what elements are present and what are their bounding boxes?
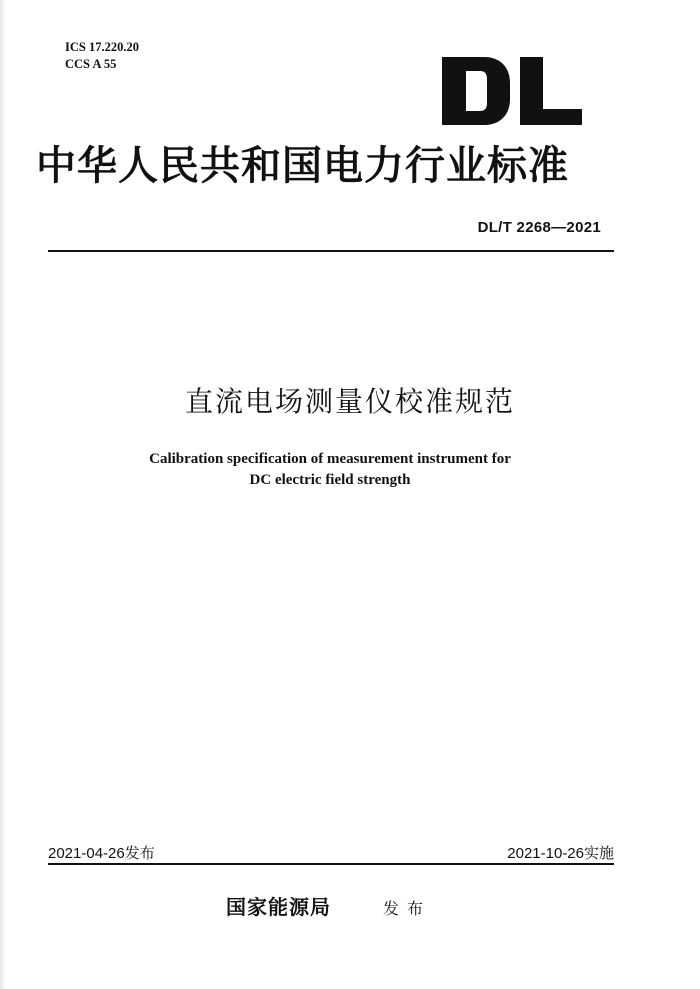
ics-code: ICS 17.220.20 [65, 40, 139, 54]
english-title-line-1: Calibration specification of measurement instrument for [149, 451, 511, 467]
english-title-line-2: DC electric field strength [249, 472, 411, 488]
english-title [0, 449, 660, 491]
bottom-rule [48, 863, 614, 865]
issuer-name: 国家能源局 [226, 895, 331, 919]
dl-logo-letter-l [520, 57, 582, 125]
issuer-action: 发布 [383, 899, 432, 918]
standard-category-title: 中华人民共和国电力行业标准 [36, 142, 569, 189]
top-rule [48, 250, 614, 252]
dl-logo [442, 57, 582, 125]
ccs-code: CCS A 55 [65, 57, 117, 71]
classification-codes [65, 39, 139, 73]
implementation-date: 2021-10-26实施 [507, 845, 614, 862]
scan-edge-shadow [0, 0, 6, 989]
standard-number: DL/T 2268—2021 [477, 219, 601, 236]
issue-date: 2021-04-26发布 [48, 845, 155, 862]
dl-logo-letter-d [442, 57, 510, 125]
chinese-title: 直流电场测量仪校准规范 [184, 385, 515, 418]
